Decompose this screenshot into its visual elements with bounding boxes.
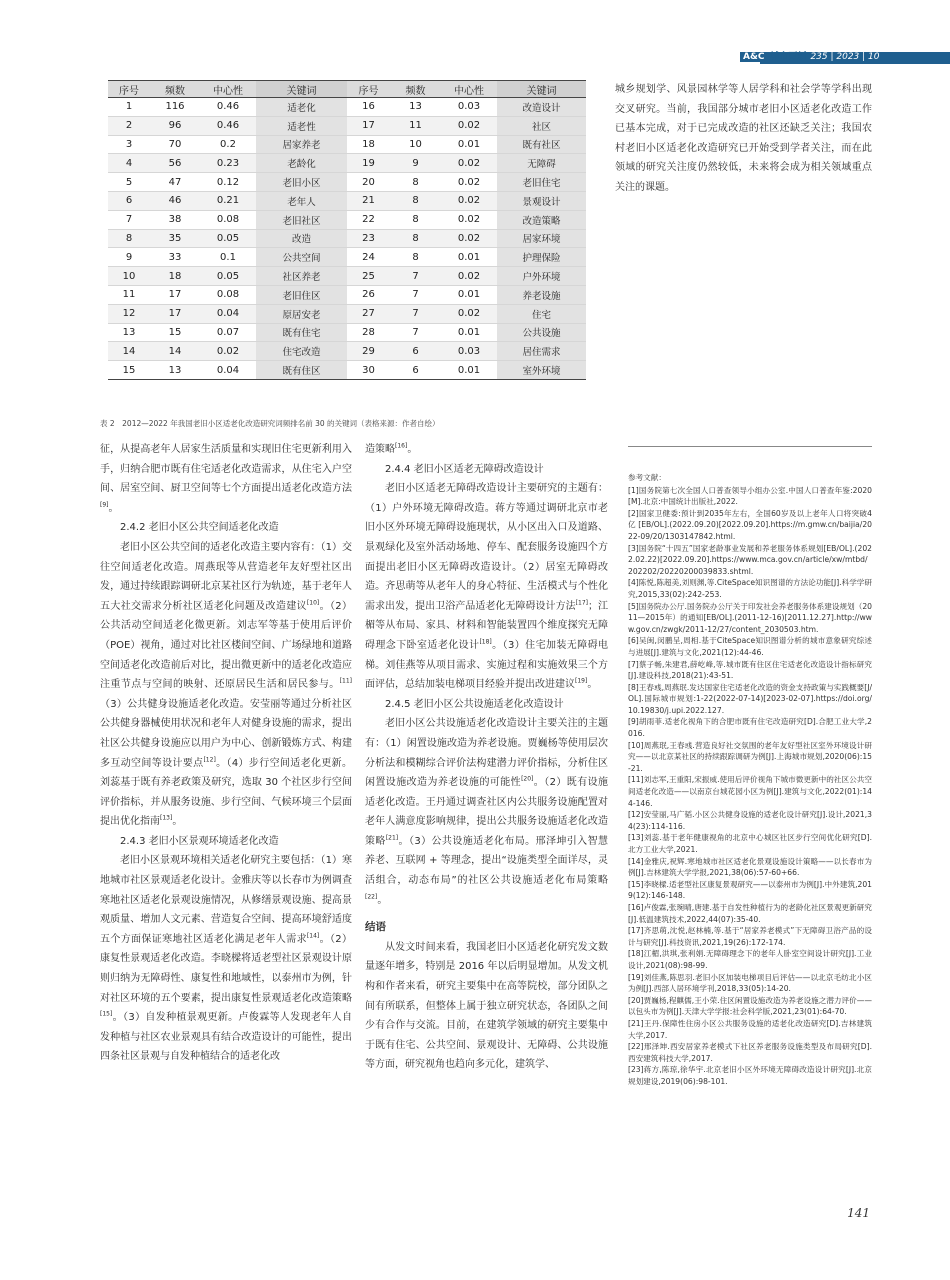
table-cell: 30 (347, 361, 390, 380)
table-cell: 9 (108, 248, 150, 267)
reference-item: [21]王丹.保障性住房小区公共服务设施的适老化改造研究[D].吉林建筑大学,2017. (628, 1018, 872, 1040)
table-cell: 116 (150, 98, 200, 117)
keyword-cell: 老龄化 (256, 154, 347, 173)
table-cell: 0.23 (200, 154, 256, 173)
table-row (108, 248, 586, 267)
section-heading: 2.4.5 老旧小区公共设施适老化改造设计 (385, 698, 564, 710)
keyword-cell: 户外环境 (497, 267, 586, 286)
reference-item: [18]江楣,洪琪,张利娟.无障碍理念下的老年人卧室空间设计研究[J].工业设计,2021(08):98-99. (628, 949, 872, 970)
citation: [9] (100, 501, 109, 509)
intro-right-column (615, 80, 872, 198)
table-cell: 8 (390, 210, 441, 229)
table-header-cell: 序号 (347, 81, 390, 98)
table-cell: 6 (108, 191, 150, 210)
paragraph: 老旧小区公共空间的适老化改造主要内容有：（1）交往空间适老化改造。周燕珉等从营造老年友好型社区出发，通过持续跟踪调研北京某社区行为轨迹，基于老年人五大社交需求分析社区适老化问题及改造建议[10]。（2）公共活动空间适老化微更新。刘志军等基于使用后评价（POE）视角，通过对比社区楼间空间、广场绿地和道路空间适老化改造前后对比，提出微更新中的适老化改造应注重节点与空间的映射、还原居民生活和居民参与。[11]（3）公共健身设施适老化改造。安莹丽等通过分析社区公共健身器械使用状况和老年人对健身设施的需求，提出社区公共健身设施应以用户为中心、创新锻炼方式、构建多互动空间等设计要点[12]。（4）步行空间适老化更新。刘蕊基于既有养老政策及研究，选取 30 个社区步行空间评价指标，并从服务设施、步行空间、气候环境三个层面提出优化指南[13]。 (100, 541, 352, 828)
reference-item: [12]安莹丽,马广韬.小区公共健身设施的适老化设计研究[J].设计,2021,34(23):114-116. (628, 810, 872, 831)
table-cell: 0.05 (200, 229, 256, 248)
table-cell: 0.01 (441, 285, 497, 304)
section-heading: 2.4.3 老旧小区景观环境适老化改造 (120, 835, 279, 847)
table-cell: 0.02 (200, 342, 256, 361)
citation: [18] (479, 638, 492, 646)
keyword-cell: 原居安老 (256, 304, 347, 323)
paragraph: 老旧小区景观环境相关适老化研究主要包括：（1）寒地城市社区景观适老化设计。金雅庆等以长春市为例调查寒地社区适老化景观设施情况，从修缮景观设施、提高景观质量、增加人文元素、营造复合空间、提高环境舒适度五个方面保证寒地社区适老化满足老年人需求[14]。（2）康复性景观适老化改造。李晓樑将适老型社区景观设计原则归纳为无障碍性、康复性和地域性，以泰州市为例，针对社区环境的五个要素，提出康复性景观适老化改造策略[15]。（3）自发种植景观更新。卢俊霖等人发现老年人自发种植与社区农业景观具有结合改造设计的可能性，提出四条社区景观与自发种植结合的适老化改 (100, 855, 352, 1063)
page-number: 141 (847, 1206, 870, 1220)
keyword-cell: 室外环境 (497, 361, 586, 380)
citation: [20] (521, 775, 534, 783)
table-cell: 17 (150, 285, 200, 304)
table-header-cell: 中心性 (441, 81, 497, 98)
keyword-cell: 住宅改造 (256, 342, 347, 361)
table-cell: 19 (347, 154, 390, 173)
table-cell: 0.02 (441, 304, 497, 323)
table-cell: 0.05 (200, 267, 256, 286)
keyword-cell: 居家环境 (497, 229, 586, 248)
table-cell: 8 (390, 248, 441, 267)
table-cell: 13 (390, 98, 441, 117)
keyword-cell: 既有住区 (256, 361, 347, 380)
paragraph: 征，从提高老年人居家生活质量和实现旧住宅更新利用入手，归纳合肥市既有住宅适老化改造需求，从住宅入户空间、居室空间、厨卫空间等七个方面提出适老化改造方法[9]。 (100, 444, 352, 514)
table-cell: 15 (150, 323, 200, 342)
table-cell: 0.1 (200, 248, 256, 267)
reference-item: [1]国务院第七次全国人口普查领导小组办公室.中国人口普查年鉴:2020[M].北京:中国统计出版社,2022. (628, 485, 872, 507)
table-cell: 2 (108, 116, 150, 135)
citation: [12] (203, 756, 216, 764)
table-row (108, 135, 586, 154)
citation: [19] (575, 677, 588, 685)
table-cell: 0.02 (441, 173, 497, 192)
table-cell: 17 (347, 116, 390, 135)
keyword-cell: 社区 (497, 116, 586, 135)
paragraph: 老旧小区公共设施适老化改造设计主要关注的主题有：（1）闲置设施改造为养老设施。贾巍杨等使用层次分析法和模糊综合评价法构建潜力评价指标，分析住区闲置设施改造为养老设施的可能性[20]。（2）既有设施适老化改造。王丹通过调查社区内公共服务设施配置对老年人满意度影响规律，提出公共服务设施适老化改造策略[21]。（3）公共设施适老化布局。邢泽坤引入智慧养老、互联网 + 等理念，提出“设施类型全面详尽，灵活组合，动态布局”的社区公共设施适老化布局策略[22]。 (365, 718, 609, 906)
keyword-table (108, 80, 586, 380)
keyword-cell: 改造策略 (497, 210, 586, 229)
table-cell: 0.01 (441, 361, 497, 380)
intro-right-paragraph: 城乡规划学、风景园林学等人居学科和社会学等学科出现交叉研究。当前，我国部分城市老旧小区适老化改造工作已基本完成，对于已完成改造的社区还缺乏关注；我国农村老旧小区适老化改造研究已开始受到学者关注，而在此领域的研究关注度仍然较低，未来将会成为相关领域重点关注的课题。 (615, 84, 872, 193)
reference-item: [6]吴闽,闵鹏呈,周相.基于CiteSpace知识图谱分析的城市意象研究综述与进展[J].建筑与文化,2021(12):44-46. (628, 636, 872, 657)
running-header (740, 50, 879, 64)
reference-item: [19]刘佳燕,陈思羽.老旧小区加装电梯项目后评估——以北京毛纺北小区为例[J].西部人居环境学刊,2018,33(05):14-20. (628, 972, 872, 994)
table-cell: 0.02 (441, 267, 497, 286)
table-cell: 96 (150, 116, 200, 135)
table-cell: 14 (108, 342, 150, 361)
table-body (108, 98, 586, 380)
table-row (108, 154, 586, 173)
table-cell: 0.01 (441, 135, 497, 154)
table-cell: 0.12 (200, 173, 256, 192)
reference-item: [13]刘蕊.基于老年健康视角的北京中心城区社区步行空间优化研究[D].北方工业大学,2021. (628, 833, 872, 854)
keyword-cell: 老旧小区 (256, 173, 347, 192)
table-cell: 0.02 (441, 116, 497, 135)
table-header-cell: 频数 (390, 81, 441, 98)
keyword-cell: 护理保险 (497, 248, 586, 267)
journal-tag: A&C (740, 52, 767, 62)
reference-item: [8]王春彧,周燕珉.发达国家住宅适老化改造的资金支持政策与实践概要[J/OL].国际城市规划:1-22(2022-07-14)[2023-02-07].https://doi.org/10.19830/j.upi.2022.127. (628, 682, 872, 715)
citation: [10] (306, 599, 320, 607)
table-cell: 7 (390, 267, 441, 286)
table-cell: 0.03 (441, 342, 497, 361)
keyword-cell: 无障碍 (497, 154, 586, 173)
table-cell: 8 (390, 229, 441, 248)
table-cell: 0.04 (200, 361, 256, 380)
table-cell: 26 (347, 285, 390, 304)
table-header-cell: 频数 (150, 81, 200, 98)
table-cell: 0.04 (200, 304, 256, 323)
keyword-cell: 老旧住区 (256, 285, 347, 304)
table-cell: 8 (390, 191, 441, 210)
body-column-1 (100, 440, 352, 1067)
table-row (108, 304, 586, 323)
table-row (108, 323, 586, 342)
table-cell: 29 (347, 342, 390, 361)
keyword-cell: 公共设施 (497, 323, 586, 342)
keyword-cell: 既有社区 (497, 135, 586, 154)
reference-item: [22]邢泽坤.西安居家养老模式下社区养老服务设施类型及布局研究[D].西安建筑科技大学,2017. (628, 1042, 872, 1063)
table-cell: 7 (390, 285, 441, 304)
citation: [11] (339, 677, 352, 685)
table-header-cell: 关键词 (256, 81, 347, 98)
table-cell: 28 (347, 323, 390, 342)
reference-item: [23]蒋方,陈琼,徐华宇.北京老旧小区外环境无障碍改造设计研究[J].北京规划建设,2019(06):98-101. (628, 1065, 872, 1086)
reference-item: [4]陈悦,陈超美,刘则渊,等.CiteSpace知识图谱的方法论功能[J].科学学研究,2015,33(02):242-253. (628, 578, 872, 599)
table-cell: 0.03 (441, 98, 497, 117)
table-cell: 6 (390, 361, 441, 380)
table-row (108, 191, 586, 210)
table-cell: 47 (150, 173, 200, 192)
table-cell: 0.08 (200, 210, 256, 229)
table-cell: 18 (150, 267, 200, 286)
conclusion-heading: 结语 (365, 921, 386, 934)
keyword-cell: 改造 (256, 229, 347, 248)
table-row (108, 342, 586, 361)
table-header-cell: 中心性 (200, 81, 256, 98)
table-cell: 35 (150, 229, 200, 248)
citation: [22] (365, 893, 378, 901)
citation: [21] (385, 834, 399, 842)
paragraph: 从发文时间来看，我国老旧小区适老化研究发文数量逐年增多，特别是 2016 年以后明显增加。从发文机构和作者来看，研究主要集中在高等院校，部分团队之间有所联系，但整体上属于独立研究状态，各团队之间少有合作与交流。目前，在建筑学领域的研究主要集中于既有住宅、公共空间、景观设计、无障碍、公共设施等方面，研究视角也趋向多元化，建筑学、 (365, 941, 608, 1071)
table-cell: 10 (390, 135, 441, 154)
table-cell: 0.02 (441, 210, 497, 229)
table-caption: 表 2 2012—2022 年我国老旧小区适老化改造研究词频排名前 30 的关键词（表格来源：作者自绘） (100, 419, 440, 428)
keyword-cell: 改造设计 (497, 98, 586, 117)
table-cell: 25 (347, 267, 390, 286)
references-divider (628, 446, 872, 447)
table-row (108, 285, 586, 304)
keyword-cell: 老旧社区 (256, 210, 347, 229)
table-row (108, 116, 586, 135)
journal-name: 城市更新 (770, 52, 807, 62)
keyword-cell: 居家养老 (256, 135, 347, 154)
table-cell: 56 (150, 154, 200, 173)
reference-item: [20]贾巍杨,程麒儒,王小荣.住区闲置设施改造为养老设施之潜力评价——以包头市为例[J].天津大学学报:社会科学版,2021,23(01):64-70. (628, 995, 872, 1017)
table-cell: 33 (150, 248, 200, 267)
table-cell: 0.46 (200, 116, 256, 135)
citation: [13] (160, 814, 173, 822)
table-cell: 7 (390, 323, 441, 342)
table-cell: 5 (108, 173, 150, 192)
table-cell: 15 (108, 361, 150, 380)
keyword-cell: 适老性 (256, 116, 347, 135)
table-cell: 0.02 (441, 154, 497, 173)
table-cell: 0.21 (200, 191, 256, 210)
table-cell: 0.02 (441, 229, 497, 248)
reference-item: [17]齐思萌,沈悦,赵林楠,等.基于“居家养老模式”下无障碍卫浴产品的设计与研究[J].科技资讯,2021,19(26):172-174. (628, 926, 872, 947)
table-cell: 0.46 (200, 98, 256, 117)
table-row (108, 98, 586, 117)
section-heading: 2.4.4 老旧小区适老无障碍改造设计 (385, 463, 544, 475)
table-cell: 7 (108, 210, 150, 229)
table-row (108, 267, 586, 286)
citation: [14] (306, 932, 320, 940)
body-column-2 (365, 440, 608, 1075)
reference-item: [7]蔡子畅,朱建君,薛屹峰,等.城市既有住区住宅适老化改造设计指标研究[J].建设科技,2018(21):43-51. (628, 659, 872, 681)
table-cell: 16 (347, 98, 390, 117)
table-cell: 7 (390, 304, 441, 323)
table-header-cell: 关键词 (497, 81, 586, 98)
table-cell: 6 (390, 342, 441, 361)
keyword-cell: 养老设施 (497, 285, 586, 304)
paragraph: 造策略[16]。 (365, 442, 418, 455)
table-cell: 10 (108, 267, 150, 286)
table-row (108, 210, 586, 229)
table-cell: 20 (347, 173, 390, 192)
table-header-row (108, 81, 586, 98)
keyword-cell: 社区养老 (256, 267, 347, 286)
reference-item: [10]周燕珉,王春彧.营造良好社交氛围的老年友好型社区室外环境设计研究——以北京某社区的持续跟踪调研为例[J].上海城市规划,2020(06):15-21. (628, 740, 872, 773)
table-cell: 24 (347, 248, 390, 267)
table-cell: 13 (150, 361, 200, 380)
references-title: 参考文献： (628, 473, 666, 482)
reference-item: [3]国务院“十四五”国家老龄事业发展和养老服务体系规划[EB/OL].(2022.02.22)[2022.09.20].https://www.mca.gov.cn/article/xw/mtbd/202202/20220200039833.shtml. (628, 543, 872, 576)
table-cell: 0.07 (200, 323, 256, 342)
table-cell: 22 (347, 210, 390, 229)
table-cell: 0.01 (441, 248, 497, 267)
table-cell: 46 (150, 191, 200, 210)
keyword-cell: 景观设计 (497, 191, 586, 210)
section-heading: 2.4.2 老旧小区公共空间适老化改造 (120, 522, 279, 534)
citation: [15] (100, 1010, 113, 1018)
references (628, 472, 872, 1087)
reference-item: [5]国务院办公厅.国务院办公厅关于印发社会养老服务体系建设规划（2011—2015年）的通知[EB/OL].(2011-12-16)[2011.12.27].http://www.gov.cn/zwgk/2011-12/27/content_2030503.htm. (628, 601, 872, 634)
table-cell: 1 (108, 98, 150, 117)
table-cell: 21 (347, 191, 390, 210)
keyword-cell: 住宅 (497, 304, 586, 323)
table-cell: 4 (108, 154, 150, 173)
table-row (108, 361, 586, 380)
table-cell: 9 (390, 154, 441, 173)
table-header-cell: 序号 (108, 81, 150, 98)
table-cell: 8 (108, 229, 150, 248)
issue-info: 235 | 2023 | 10 (810, 52, 880, 62)
table-cell: 23 (347, 229, 390, 248)
table-cell: 0.02 (441, 191, 497, 210)
reference-list (628, 485, 872, 1088)
table-row (108, 173, 586, 192)
reference-item: [14]金雅庆,祝辉.寒地城市社区适老化景观设施设计策略——以长春市为例[J].吉林建筑大学学报,2021,38(06):57-60+66. (628, 856, 872, 878)
paragraph: 老旧小区适老无障碍改造设计主要研究的主题有：（1）户外环境无障碍改造。蒋方等通过调研北京市老旧小区外环境无障碍设施现状，从小区出入口及道路、景观绿化及室外活动场地、停车、配套服务设施四个方面提出老旧小区无障碍改造设计。（2）居室无障碍改造。齐思萌等从老年人的身心特征、生活模式与个性化需求出发，提出卫浴产品适老化无障碍设计方法[17]；江楣等从布局、家具、材料和智能装置四个维度探究无障碍理念下卧室适老化设计[18]。（3）住宅加装无障碍电梯。刘佳燕等从项目需求、实施过程和实施效果三个方面评估，总结加装电梯项目经验并提出改进建议[19]。 (365, 483, 609, 691)
reference-item: [2]国家卫健委:预计到2035年左右，全国60岁及以上老年人口将突破4亿[EB/OL].(2022.09.20)[2022.09.20].https://m.gmw.cn/baijia/2022-09/20/1303147842.html. (628, 508, 872, 541)
reference-item: [15]李晓樑.适老型社区康复景观研究——以泰州市为例[J].中外建筑,2019(12):146-148. (628, 879, 872, 901)
table-cell: 0.2 (200, 135, 256, 154)
table-cell: 17 (150, 304, 200, 323)
table-cell: 18 (347, 135, 390, 154)
citation: [16] (395, 442, 408, 450)
citation: [17] (575, 599, 588, 607)
table-cell: 27 (347, 304, 390, 323)
reference-item: [16]卢俊霖,张琬晴,唐建.基于自发性种植行为的老龄化社区景观更新研究[J].低温建筑技术,2022,44(07):35-40. (628, 902, 872, 924)
keyword-cell: 公共空间 (256, 248, 347, 267)
table-cell: 70 (150, 135, 200, 154)
table-cell: 0.01 (441, 323, 497, 342)
reference-item: [9]胡雨菲.适老化视角下的合肥市既有住宅改造研究[D].合肥工业大学,2016. (628, 717, 872, 739)
table-cell: 3 (108, 135, 150, 154)
keyword-cell: 老旧住宅 (497, 173, 586, 192)
table-cell: 11 (108, 285, 150, 304)
keyword-cell: 既有住宅 (256, 323, 347, 342)
table-cell: 14 (150, 342, 200, 361)
table-cell: 38 (150, 210, 200, 229)
table-cell: 13 (108, 323, 150, 342)
table-cell: 8 (390, 173, 441, 192)
table-row (108, 229, 586, 248)
table-cell: 12 (108, 304, 150, 323)
table-cell: 11 (390, 116, 441, 135)
table-cell: 0.08 (200, 285, 256, 304)
keyword-cell: 老年人 (256, 191, 347, 210)
reference-item: [11]刘志军,王重阳,宋振威.使用后评价视角下城市微更新中的社区公共空间适老化改造——以南京台城花园小区为例[J].建筑与文化,2022(01):144-146. (628, 775, 872, 808)
keyword-cell: 适老化 (256, 98, 347, 117)
keyword-cell: 居住需求 (497, 342, 586, 361)
